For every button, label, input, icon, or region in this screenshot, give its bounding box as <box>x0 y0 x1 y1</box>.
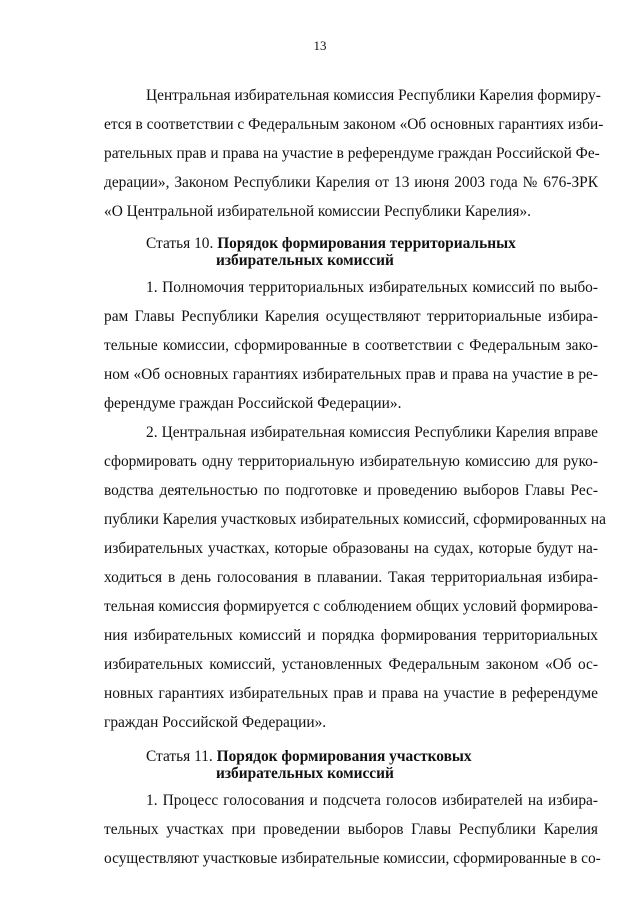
article-11-heading <box>146 748 472 765</box>
art11-p1-line-3: осуществляют участковые избирательные комиссии, сформированные в со- <box>104 850 601 867</box>
art10-p2-line-3: водства деятельностью по подготовке и проведению выборов Главы Рес- <box>104 482 598 499</box>
art11-p1-line-1: 1. Процесс голосования и подсчета голосов избирателей на избира- <box>146 792 598 809</box>
art10-p2-line-9: избирательных комиссий, установленных Федеральным законом «Об ос- <box>104 656 598 673</box>
art10-p1-line-4: ном «Об основных гарантиях избирательных прав и права на участие в ре- <box>104 366 598 383</box>
art10-p2-line-11: граждан Российской Федерации». <box>104 714 327 731</box>
art10-p2-line-7: тельная комиссия формируется с соблюдением общих условий формирова- <box>104 598 598 615</box>
art11-p1-line-2: тельных участках при проведении выборов Главы Республики Карелия <box>104 821 598 838</box>
article-10-heading <box>146 235 516 252</box>
art10-p2-line-10: новных гарантиях избирательных прав и права на участие в референдуме <box>104 685 598 702</box>
article-10-title-line-2: избирательных комиссий <box>216 252 394 269</box>
intro-line-1: Центральная избирательная комиссия Республики Карелия формиру- <box>146 87 601 104</box>
article-11-title-line-1: Порядок формирования участковых <box>216 748 472 765</box>
intro-line-2: ется в соответствии с Федеральным законом «Об основных гарантиях изби- <box>104 116 604 133</box>
page-number: 13 <box>313 38 327 53</box>
art10-p2-line-1: 2. Центральная избирательная комиссия Республики Карелия вправе <box>146 424 598 441</box>
article-11-prefix: Статья 11. <box>146 748 213 765</box>
article-11-title-line-2: избирательных комиссий <box>216 765 394 782</box>
art10-p1-line-1: 1. Полномочия территориальных избирательных комиссий по выбо- <box>146 279 598 296</box>
art10-p2-line-5: избирательных участках, которые образованы на судах, которые будут на- <box>104 540 598 557</box>
art10-p1-line-5: ферендуме граждан Российской Федерации». <box>104 395 402 412</box>
art10-p1-line-2: рам Главы Республики Карелия осуществляют территориальные избира- <box>104 308 598 325</box>
article-10-prefix: Статья 10. <box>146 235 214 252</box>
art10-p2-line-6: ходиться в день голосования в плавании. Такая территориальная избира- <box>104 569 598 586</box>
intro-line-5: «О Центральной избирательной комиссии Республики Карелия». <box>104 203 531 220</box>
intro-line-4: дерации», Законом Республики Карелия от 13 июня 2003 года № 676-ЗРК <box>104 174 598 191</box>
article-10-title-line-1: Порядок формирования территориальных <box>217 235 516 252</box>
art10-p2-line-8: ния избирательных комиссий и порядка формирования территориальных <box>104 627 598 644</box>
intro-line-3: рательных прав и права на участие в референдуме граждан Российской Фе- <box>104 145 600 162</box>
art10-p1-line-3: тельные комиссии, сформированные в соответствии с Федеральным зако- <box>104 337 598 354</box>
art10-p2-line-4: публики Карелия участковых избирательных комиссий, сформированных на <box>104 511 606 528</box>
art10-p2-line-2: сформировать одну территориальную избирательную комиссию для руко- <box>104 453 598 470</box>
